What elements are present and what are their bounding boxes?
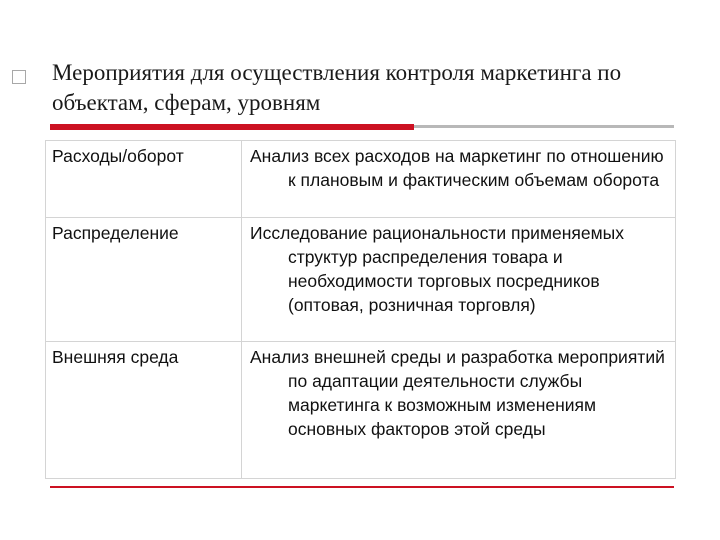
object-cell: Расходы/оборот [46, 141, 242, 218]
object-cell: Распределение [46, 218, 242, 342]
control-measures-table-container [45, 140, 675, 479]
description-cell: Анализ всех расходов на маркетинг по отношению к плановым и фактическим объемам оборота [242, 141, 676, 218]
table-row [46, 141, 676, 218]
table-row [46, 342, 676, 479]
bullet-square-icon [12, 70, 26, 84]
description-cell: Исследование рациональности применяемых структур распределения товара и необходимости торговых посредников (оптовая, розничная торговля) [242, 218, 676, 342]
slide-title: Мероприятия для осуществления контроля маркетинга по объектам, сферам, уровням [52, 60, 622, 115]
bottom-divider-red [50, 486, 674, 488]
object-cell: Внешняя среда [46, 342, 242, 479]
title-divider-red [50, 124, 414, 130]
control-measures-table [45, 140, 676, 479]
description-cell: Анализ внешней среды и разработка мероприятий по адаптации деятельности службы маркетинга к возможным изменениям основных факторов этой среды [242, 342, 676, 479]
table-row [46, 218, 676, 342]
